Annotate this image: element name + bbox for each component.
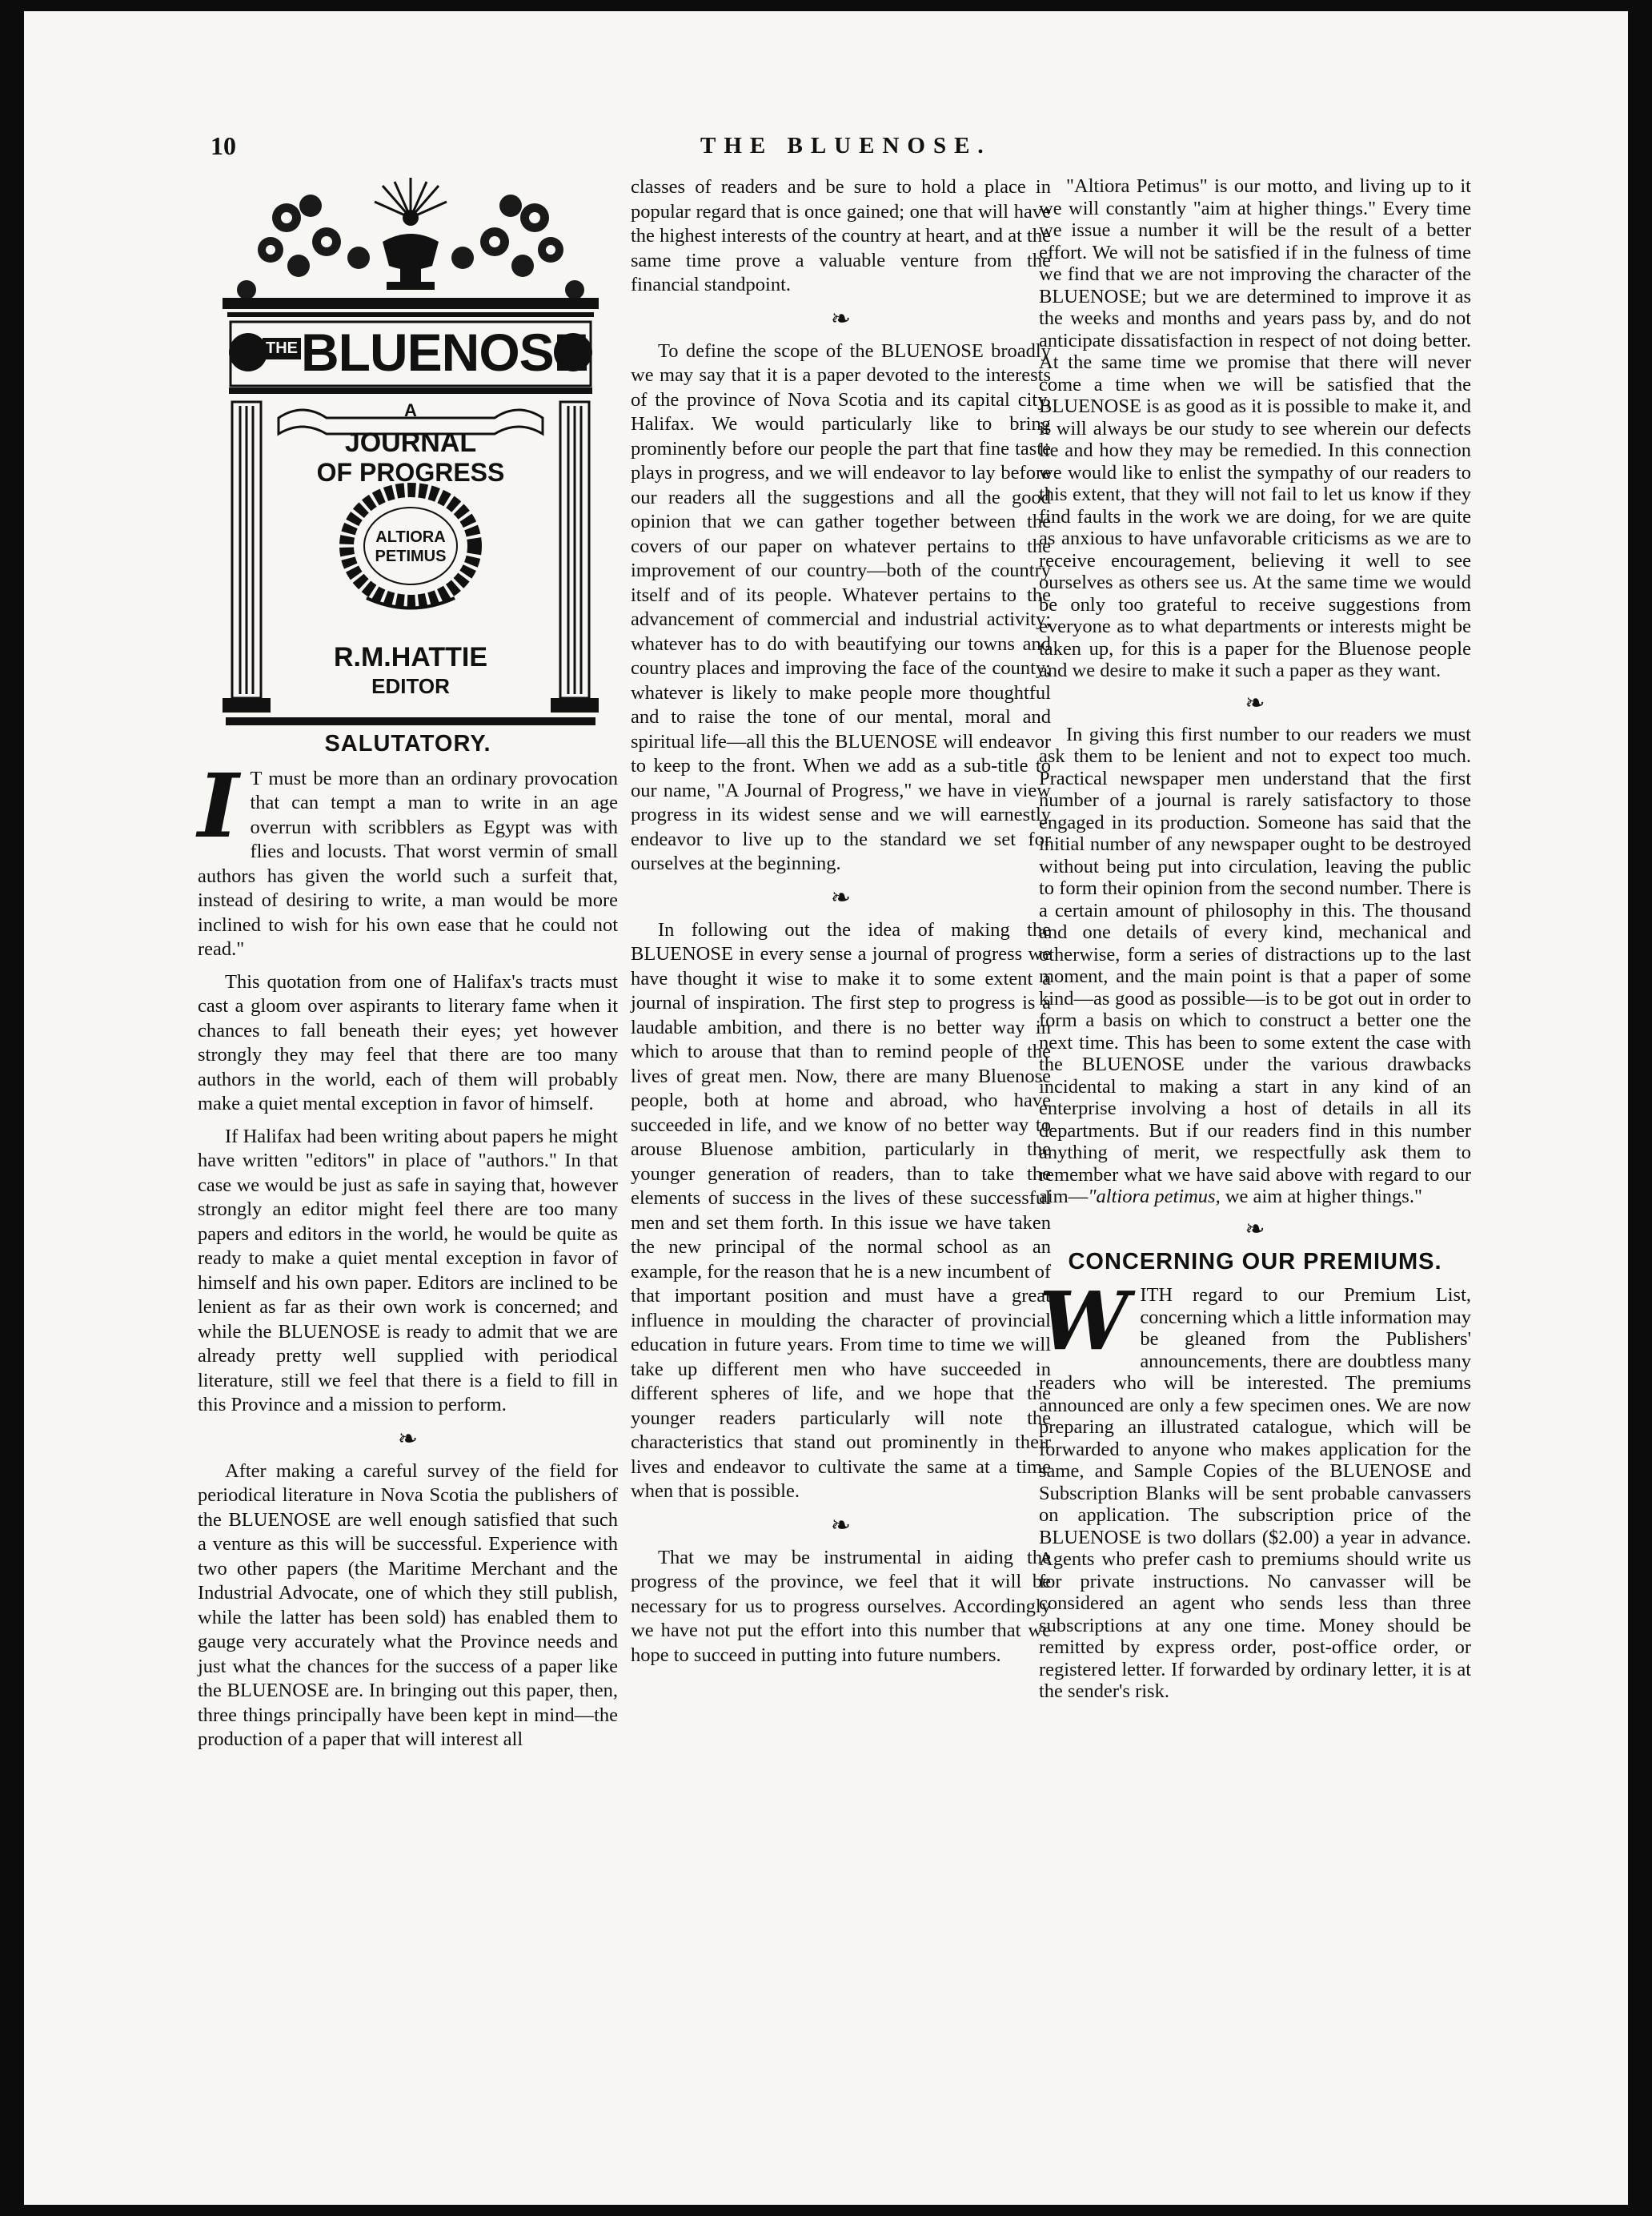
column-3-paragraph-1: "Altiora Petimus" is our motto, and living up to it we will constantly "aim at higher things." Every time we issue a number it will be the result of a better effort. We will not be satisfied if in the fulness of time we find that we are not improving the character of the BLUENOSE; but we are determined to improve it as the weeks and months and years pass by, and do not anticipate dissatisfaction in respect of not doing better. At the same time we promise that there will never come a time when we will be satisfied that the BLUENOSE is as good as it is possible to make it, and it will always be our study to see wherein our defects lie and how they may be remedied. In this connection we would like to enlist the sympathy of our readers to this extent, that they will not fail to let us know if they find faults in the work we are doing, for we are quite as anxious to have unfavorable criticisms as we are to receive encouragement, believing it well to see ourselves as others see us. At the same time we would be only too grateful to receive suggestions from everyone as to what departments or interests might be taken up, for this is a paper for the Bluenose people and we desire to make it such a paper as they want. <box>1039 175 1471 681</box>
masthead-title: BLUENOSE <box>301 323 588 382</box>
masthead-subtitle-progress: OF PROGRESS <box>316 458 505 487</box>
masthead-illustration <box>223 170 599 730</box>
premiums-paragraph <box>1039 1274 1471 1703</box>
column-2 <box>631 175 1051 1676</box>
masthead-subtitle-a: A <box>404 400 417 420</box>
masthead-motto-2: PETIMUS <box>375 548 447 565</box>
dropcap: W <box>1039 1274 1129 1369</box>
running-header <box>24 131 1628 163</box>
column-2-paragraph-2: To define the scope of the BLUENOSE broadly we may say that it is a paper devoted to the interests of the province of Nova Scotia and its capital city, Halifax. We would particularly like to bring prominently before our people the part that fine taste plays in progress, and we will endeavor to lay before our readers all the suggestions and all the good opinion that we can gather together between the covers of our paper on whatever pertains to the improvement of our country—both of the country itself and of its people. Whatever pertains to the advancement of commercial and industrial activity; whatever has to do with beautifying our towns and country places and improving the face of the county; whatever is likely to make people more thoughtful and to raise the tone of our mental, moral and spiritual life—all this the BLUENOSE will endeavor to keep to the front. When we add as a sub-title to our name, "A Journal of Progress," we have in view progress in its widest sense and we will earnestly endeavor to live up to the standard we set for ourselves at the beginning. <box>631 339 1051 874</box>
column-3-paragraph-2-tail: we aim at higher things." <box>1220 1186 1422 1207</box>
masthead-editor-name: R.M.HATTIE <box>333 642 487 672</box>
salutatory-heading: SALUTATORY. <box>324 731 491 757</box>
newspaper-page <box>24 11 1628 2205</box>
masthead-motto-1: ALTIORA <box>375 528 446 546</box>
column-3 <box>1039 175 1471 1711</box>
ornament-icon: ❧ <box>830 1511 852 1539</box>
salutatory-paragraph-1 <box>198 753 618 962</box>
column-2-paragraph-1: classes of readers and be sure to hold a place in popular regard that is once gained; one that will have the highest interests of the country at heart, and at the same time prove a valuable venture from the financial standpoint. <box>631 176 1051 295</box>
masthead-title-prefix: THE <box>263 338 301 359</box>
motto-italic: "altiora petimus, <box>1088 1186 1221 1207</box>
salutatory-paragraph-2: This quotation from one of Halifax's tracts must cast a gloom over aspirants to literary fame when it chances to fall beneath their eyes; yet however strongly they may feel that there are too many authors in the world, each of them will probably make a quiet mental exception in favor of himself. <box>198 970 618 1115</box>
ornament-icon: ❧ <box>830 884 852 911</box>
column-3-paragraph-2 <box>1039 724 1471 1208</box>
page-number: 10 <box>211 131 236 160</box>
salutatory-paragraph-4: After making a careful survey of the field for periodical literature in Nova Scotia the publishers of the BLUENOSE are well enough satisfied that such a venture as this will be successful. Experience with two other papers (the Maritime Merchant and the Industrial Advocate, one of which they still publish, while the latter has been sold) has enabled them to gauge very accurately what the Province needs and just what the chances for the success of a paper like the BLUENOSE are. In bringing out this paper, then, three things principally have been kept in mind—the production of a paper that will interest all <box>198 1459 618 1751</box>
ornament-icon: ❧ <box>1245 1215 1265 1242</box>
column-2-paragraph-4: That we may be instrumental in aiding the progress of the province, we feel that it will be necessary for us to progress ourselves. Accordingly we have not put the effort into this number that we hope to succeed in putting into future numbers. <box>631 1546 1051 1666</box>
column-3-paragraph-2-text: In giving this first number to our readers we must ask them to be lenient and not to expect too much. Practical newspaper men understand that the first number of a journal is rarely satisfactory to those engaged in its production. Someone has said that the initial number of any newspaper ought to be destroyed without being put into circulation, leaving the public to form their opinion from the second number. There is a certain amount of philosophy in this. The thousand and one details of every kind, mechanical and otherwise, form a series of distractions up to the last moment, and the main point is that a paper of some kind—as good as possible—is to be got out in order to form a basis on which to construct a better one the next time. This has been to some extent the case with the BLUENOSE under the various drawbacks incidental to making a start in any kind of an enterprise involving a host of details in all its departments. But if our readers find in this number anything of merit, we respectfully ask them to remember what we have said above with regard to our aim— <box>1039 723 1471 1207</box>
column-2-paragraph-3: In following out the idea of making the BLUENOSE in every sense a journal of progress we have thought it wise to make it to some extent a journal of inspiration. The first step to progress is a laudable ambition, and there is no better way in which to arouse that than to remind people of the lives of great men. Now, there are many Bluenose people, both at home and abroad, who have succeeded in life, and we know of no better way to arouse Bluenose ambition, particularly in the younger generation of readers, than to take the elements of success in the lives of these successful men and set them forth. In this issue we have taken the new principal of the normal school as an example, for the reason that he is a new incumbent of that important position and must have a great influence in moulding the character of provincial education in future years. From time to time we will take up different men who have succeeded in different spheres of life, and we hope that the younger readers particularly will note the characteristics that stand out prominently in their lives and endeavor to cultivate the same at a time when that is possible. <box>631 918 1051 1502</box>
masthead-editor-title: EDITOR <box>371 674 450 698</box>
ornament-icon: ❧ <box>1245 689 1265 717</box>
running-title: THE BLUENOSE. <box>700 133 992 159</box>
salutatory-paragraph-1-text: T must be more than an ordinary provocation that can tempt a man to write in an age overrun with scribblers as Egypt was with flies and locusts. That worst vermin of small authors has given the world such a surfeit that, instead of desiring to write, a man would be more inclined to wish for his own ease that he could not read." <box>198 767 618 961</box>
column-1 <box>198 732 618 1760</box>
ornament-icon: ❧ <box>397 1425 419 1452</box>
premiums-paragraph-text: ITH regard to our Premium List, concerning which a little information may be gleaned from the Publishers' announcements, there are doubtless many readers who will be interested. The premiums announced are only a few specimen ones. We are now preparing an illustrated catalogue, which will be forwarded to anyone who makes application for the same, and Sample Copies of the BLUENOSE and Subscription Blanks will be sent probable canvassers on application. The subscription price of the BLUENOSE is two dollars ($2.00) a year in advance. Agents who prefer cash to premiums should write us for private instructions. No canvasser will be considered an agent who sends less than three subscriptions at any one time. Money should be remitted by express order, post-office order, or registered letter. If forwarded by ordinary letter, it is at the sender's risk. <box>1039 1284 1471 1703</box>
salutatory-paragraph-3: If Halifax had been writing about papers he might have written "editors" in place of "authors." In that case we would be just as safe in saying that, however strongly an editor might feel there are too many papers and editors in the world, he would be quite as ready to make a quiet mental exception in favor of himself and his own paper. Editors are inclined to be lenient as far as their own work is concerned; and while the BLUENOSE is ready to admit that we are already pretty well supplied with periodical literature, still we feel that there is a field to fill in this Province and a mission to perform. <box>198 1125 618 1416</box>
masthead-subtitle-journal: JOURNAL <box>344 428 477 458</box>
ornament-icon: ❧ <box>830 305 852 332</box>
premiums-heading: CONCERNING OUR PREMIUMS. <box>1068 1248 1442 1275</box>
dropcap: I <box>198 753 239 857</box>
